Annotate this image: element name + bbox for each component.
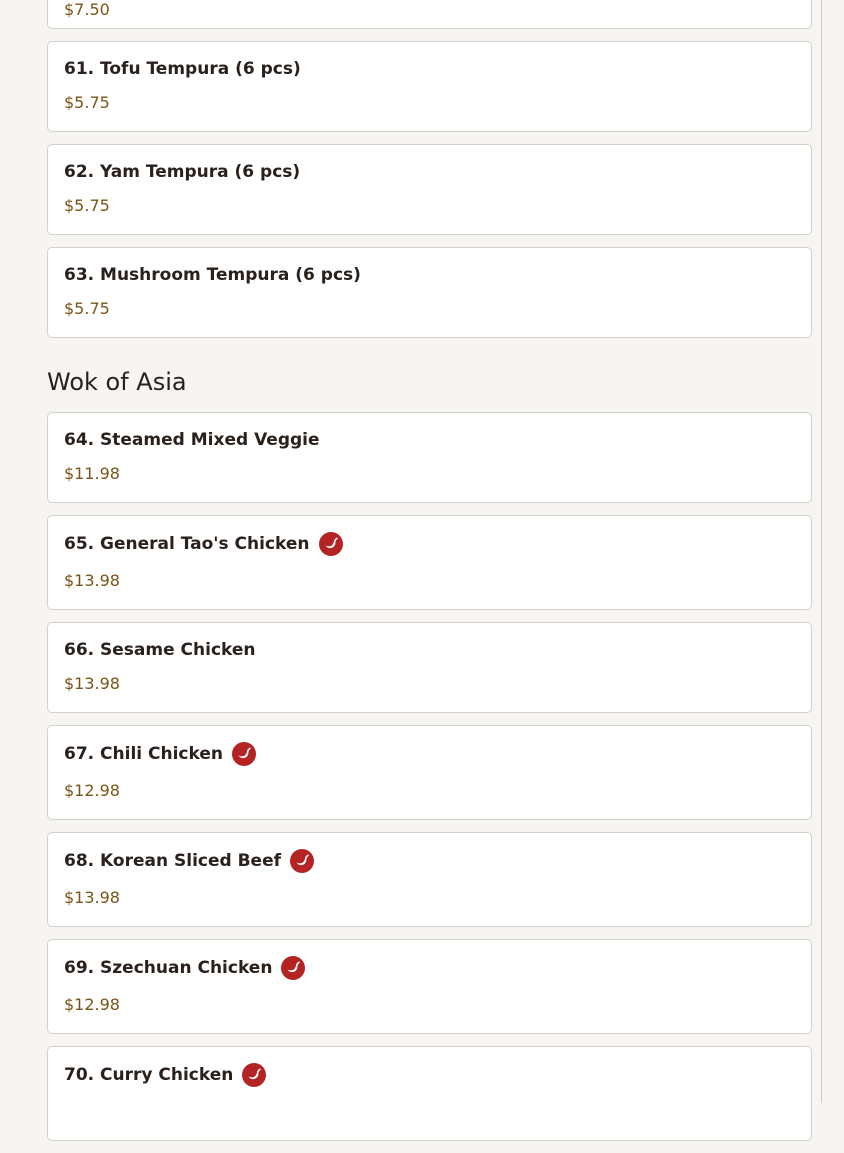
menu-item-name-row xyxy=(64,58,795,80)
menu-item-name-row xyxy=(64,1063,795,1087)
menu-item-card[interactable] xyxy=(47,412,812,503)
menu-item-price: $5.75 xyxy=(64,196,110,215)
menu-item-name-row xyxy=(64,429,795,451)
menu-item-name-row xyxy=(64,639,795,661)
menu-item-name: 62. Yam Tempura (6 pcs) xyxy=(64,162,301,182)
menu-item-price: $5.75 xyxy=(64,299,110,318)
menu-item-price: $7.50 xyxy=(64,0,110,19)
section-title-wok-of-asia: Wok of Asia xyxy=(47,368,187,396)
menu-item-card[interactable] xyxy=(47,832,812,927)
menu-item-price: $13.98 xyxy=(64,571,120,590)
menu-item-name: 64. Steamed Mixed Veggie xyxy=(64,430,320,450)
menu-item-name: 61. Tofu Tempura (6 pcs) xyxy=(64,59,301,79)
menu-item-card[interactable] xyxy=(47,725,812,820)
menu-item-price: $5.75 xyxy=(64,93,110,112)
menu-item-card[interactable] xyxy=(47,247,812,338)
chili-pepper-icon xyxy=(290,849,314,873)
menu-item-name-row xyxy=(64,532,795,556)
menu-item-card[interactable] xyxy=(47,41,812,132)
menu-item-name: 68. Korean Sliced Beef xyxy=(64,851,281,871)
menu-item-card[interactable] xyxy=(47,622,812,713)
menu-item-price: $12.98 xyxy=(64,995,120,1014)
menu-item-name: 70. Curry Chicken xyxy=(64,1065,234,1085)
menu-item-price: $13.98 xyxy=(64,674,120,693)
chili-pepper-icon xyxy=(281,956,305,980)
menu-item-name: 67. Chili Chicken xyxy=(64,744,223,764)
menu-item-name: 66. Sesame Chicken xyxy=(64,640,256,660)
menu-item-price: $11.98 xyxy=(64,464,120,483)
menu-item-name-row xyxy=(64,264,795,286)
chili-pepper-icon xyxy=(319,532,343,556)
menu-item-name: 69. Szechuan Chicken xyxy=(64,958,273,978)
menu-item-card[interactable] xyxy=(47,0,812,29)
menu-item-name: 63. Mushroom Tempura (6 pcs) xyxy=(64,265,361,285)
menu-item-price: $13.98 xyxy=(64,888,120,907)
menu-item-name: 65. General Tao's Chicken xyxy=(64,534,310,554)
chili-pepper-icon xyxy=(242,1063,266,1087)
menu-item-name-row xyxy=(64,161,795,183)
chili-pepper-icon xyxy=(232,742,256,766)
menu-item-price: $12.98 xyxy=(64,781,120,800)
menu-item-card[interactable] xyxy=(47,144,812,235)
menu-item-name-row xyxy=(64,849,795,873)
menu-item-name-row xyxy=(64,956,795,980)
menu-list xyxy=(47,0,812,1153)
menu-item-card[interactable] xyxy=(47,515,812,610)
menu-item-card[interactable] xyxy=(47,1046,812,1141)
menu-item-card[interactable] xyxy=(47,939,812,1034)
menu-item-name-row xyxy=(64,742,795,766)
